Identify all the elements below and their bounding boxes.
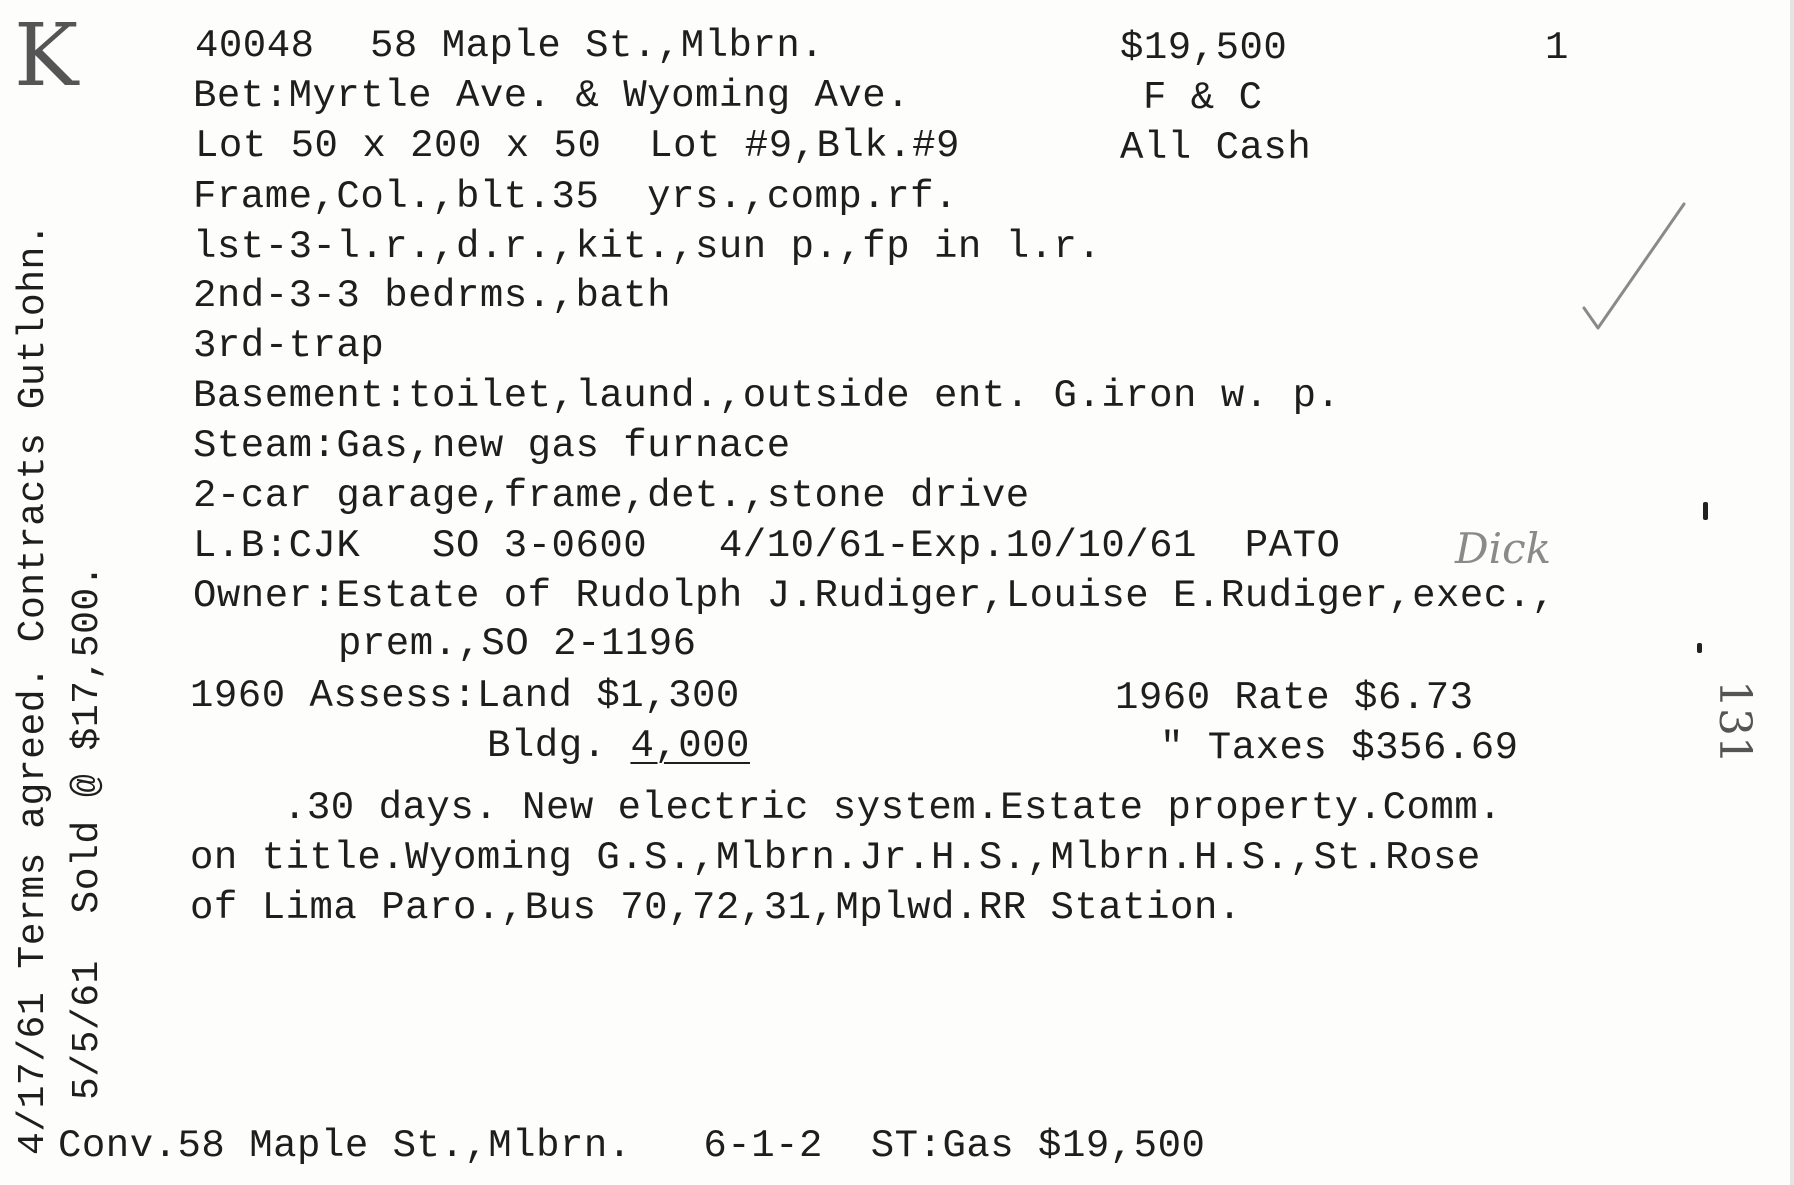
second-floor: 2nd-3-3 bedrms.,bath <box>193 274 672 318</box>
assessment-land: 1960 Assess:Land $1,300 <box>190 674 740 718</box>
remarks-line-1: .30 days. New electric system.Estate property.Comm. <box>283 786 1503 830</box>
basement-details: Basement:toilet,laund.,outside ent. G.iron w. p. <box>193 374 1341 418</box>
listing-number: 40048 <box>195 24 315 68</box>
owner-line-2: prem.,SO 2-1196 <box>338 622 697 666</box>
lot-dimensions: Lot 50 x 200 x 50 Lot #9,Blk.#9 <box>195 124 960 168</box>
remarks-line-3: of Lima Paro.,Bus 70,72,31,Mplwd.RR Station. <box>190 886 1242 930</box>
listing-broker: L.B:CJK SO 3-0600 4/10/61-Exp.10/10/61 PATO <box>193 524 1341 568</box>
card-number: 1 <box>1545 26 1569 70</box>
assessment-building <box>487 724 750 768</box>
footer-summary: Conv.58 Maple St.,Mlbrn. 6-1-2 ST:Gas $19,500 <box>58 1124 1206 1168</box>
assessment-building-label: Bldg. <box>487 724 631 768</box>
garage-details: 2-car garage,frame,det.,stone drive <box>193 474 1030 518</box>
salesman-signature: Dick <box>1455 524 1552 573</box>
third-floor: 3rd-trap <box>193 324 385 368</box>
asking-price: $19,500 <box>1120 26 1288 70</box>
first-floor: lst-3-l.r.,d.r.,kit.,sun p.,fp in l.r. <box>193 225 1102 269</box>
ink-mark <box>1697 643 1702 653</box>
check-mark-icon <box>1580 200 1690 340</box>
remarks-line-2: on title.Wyoming G.S.,Mlbrn.Jr.H.S.,Mlbrn.H.S.,St.Rose <box>190 836 1481 880</box>
property-address: 58 Maple St.,Mlbrn. <box>370 24 825 68</box>
ink-mark <box>1703 502 1708 520</box>
assessment-building-value: 4,000 <box>630 724 750 768</box>
financing-terms: All Cash <box>1120 126 1312 170</box>
card-edge <box>1790 0 1794 1185</box>
taxes: " Taxes $356.69 <box>1160 726 1519 770</box>
tax-rate: 1960 Rate $6.73 <box>1115 676 1474 720</box>
heating-details: Steam:Gas,new gas furnace <box>193 424 791 468</box>
terms-agreed-note: 4/17/61 Terms agreed. Contracts Gutlohn. <box>12 222 55 1155</box>
terms-code: F & C <box>1143 76 1263 120</box>
corner-pencil-mark: K <box>14 6 79 106</box>
cross-streets: Bet:Myrtle Ave. & Wyoming Ave. <box>193 74 911 118</box>
margin-pencil-note: 131 <box>1709 680 1760 764</box>
owner-line-1: Owner:Estate of Rudolph J.Rudiger,Louise E.Rudiger,exec., <box>193 574 1556 618</box>
sold-note: 5/5/61 Sold @ $17,500. <box>66 564 109 1100</box>
construction-details: Frame,Col.,blt.35 yrs.,comp.rf. <box>193 175 958 219</box>
